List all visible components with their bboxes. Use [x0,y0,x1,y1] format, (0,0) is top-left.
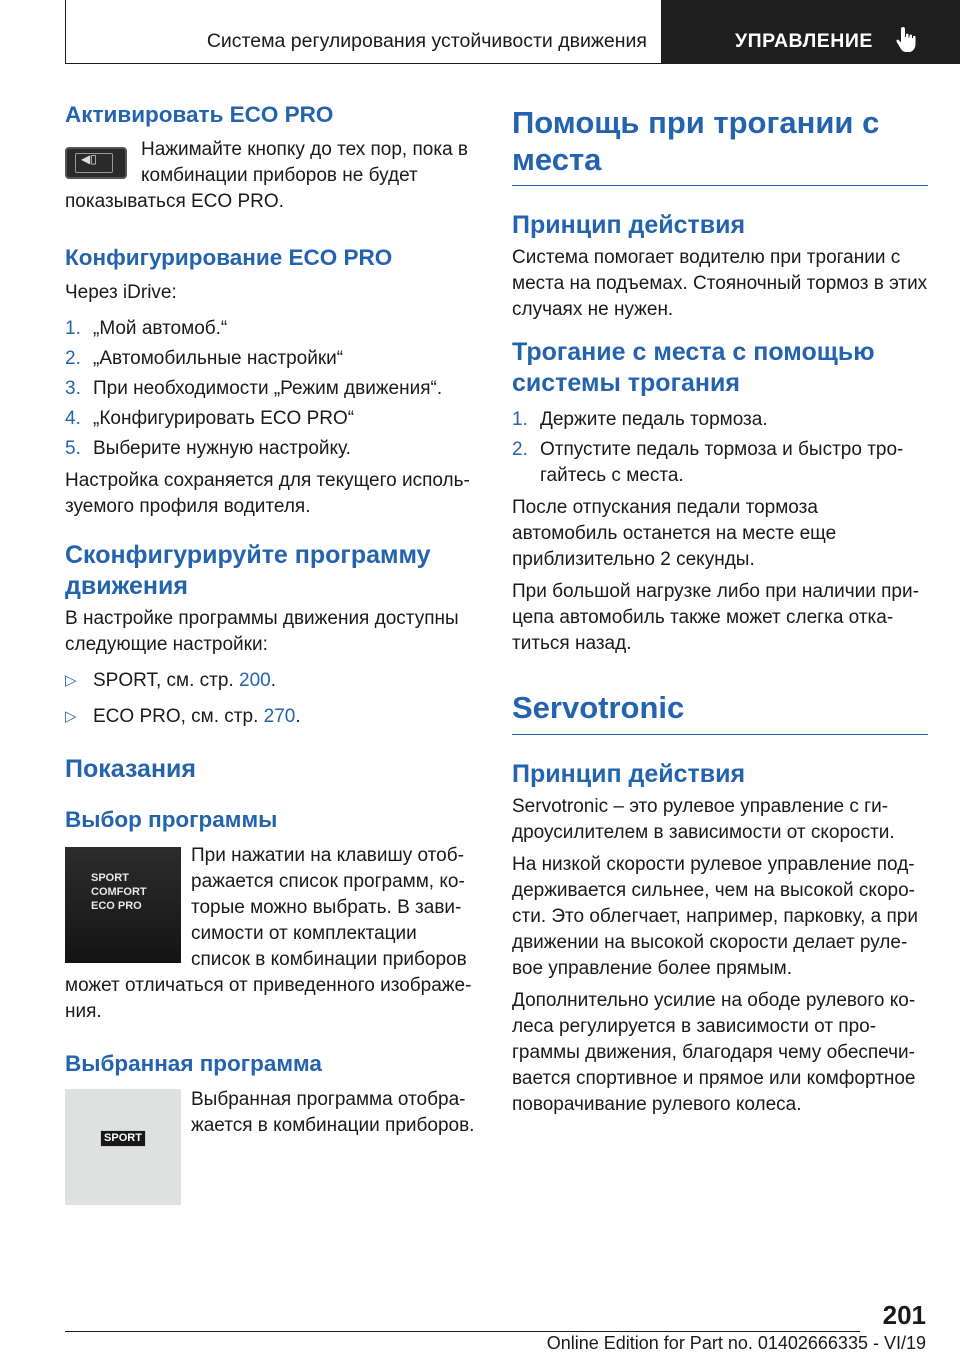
list-item: 5. Выберите нужную настройку. [65,438,351,459]
eco-config-section [65,243,477,520]
program-select-section [65,805,477,1025]
section-heading: Выбор программы [65,807,278,832]
header-section: УПРАВЛЕНИЕ [735,30,873,52]
paragraph: При нажатии на клавишу отображается список программ, которые можно выбрать. В зависимости от комплектации список в комбинации приборов может отличаться от приведенного изображения. [65,845,472,1022]
section-heading: Активировать ECO PRO [65,102,334,127]
eco-activate-section [65,100,477,215]
steps-list [65,316,477,462]
paragraph: Дополнительно усилие на ободе рулевого колеса регулируется в зависимости от программы движения, благодаря чему обеспечивается спортивное и прямое или комфортное поворачивание рулевого колеса. [512,990,916,1115]
paragraph: В настройке программы движения доступны следующие настройки: [65,608,459,655]
right-column [512,100,928,1118]
program-menu-list [91,871,147,913]
left-column [65,100,477,1205]
triangle-bullet-icon: ▷ [65,708,77,725]
sport-badge: SPORT [100,1130,146,1147]
section-heading: Трогание с места с помощью системы трогания [512,338,875,397]
list-item: 1. Держите педаль тормоза. [512,409,768,430]
paragraph: На низкой скорости рулевое управление поддерживается сильнее, чем на высокой скорости. Это облегчает, например, парковку, а при движении на высокой скорости делает рулевое управление более прямым. [512,854,918,979]
configure-program-section [65,540,477,730]
list-item: 3. При необходимости „Режим движения“. [65,378,443,399]
section-heading: Конфигурирование ECO PRO [65,245,393,270]
steps-list [512,407,928,489]
paragraph: Настройка сохраняется для текущего используемого профиля водителя. [65,470,470,517]
menu-item: ECO PRO [91,900,142,912]
eco-pro-button-image [65,147,127,179]
section-heading: Выбранная программа [65,1051,322,1076]
paragraph: Система помогает водителю при трогании с места на подъемах. Стояночный тормоз в этих случаях не нужен. [512,247,928,320]
bullet-list [65,668,477,730]
edition-info: Online Edition for Part no. 01402666335 - VI/19 [546,1333,926,1353]
list-item: 2. „Автомобильные настройки“ [65,348,344,369]
page-link[interactable]: 270 [263,706,296,727]
header-section-box [662,0,960,64]
paragraph: При большой нагрузке либо при наличии прицепа автомобиль также может слегка откатиться назад. [512,581,919,654]
selected-program-image [65,1089,181,1205]
page-header [65,0,960,64]
section-title: Помощь при трогании с места [512,104,928,186]
paragraph: Нажимайте кнопку до тех пор, пока в комбинации приборов не будет показываться ECO PRO. [65,139,469,212]
list-item: ▷ ECO PRO, см. стр. 270. [65,704,477,730]
paragraph: Через iDrive: [65,282,177,303]
paragraph: После отпускания педали тормоза автомобиль останется на месте еще приблизительно 2 секунды. [512,497,837,570]
page-number: 201 [882,1300,926,1330]
list-item: 2. Отпустите педаль тормоза и быстро трогайтесь с места. [512,439,904,486]
list-item: ▷ SPORT, см. стр. 200. [65,668,477,694]
section-title: Servotronic [512,689,928,735]
paragraph: Выбранная программа отображается в комбинации приборов. [191,1089,475,1136]
hand-pointer-icon [894,25,920,55]
header-title-box [65,0,662,64]
section-heading: Принцип действия [512,211,746,239]
list-item: 4. „Конфигурировать ECO PRO“ [65,408,355,429]
section-heading: Показания [65,755,197,783]
list-item: 1. „Мой автомоб.“ [65,318,228,339]
arrow-left-icon: ◀▯ [81,152,97,166]
paragraph: Servotronic – это рулевое управление с гидроусилителем в зависимости от скорости. [512,796,895,843]
menu-item: SPORT [91,872,129,884]
selected-program-section [65,1049,477,1205]
page-link[interactable]: 200 [239,670,271,691]
menu-item: COMFORT [91,886,147,898]
header-title: Система регулирования устойчивости движения [206,30,647,52]
section-heading: Сконфигурируйте программу движения [65,541,431,600]
section-heading: Принцип действия [512,760,746,788]
triangle-bullet-icon: ▷ [65,672,77,689]
footer-divider [65,1331,860,1332]
program-menu-image [65,847,181,963]
